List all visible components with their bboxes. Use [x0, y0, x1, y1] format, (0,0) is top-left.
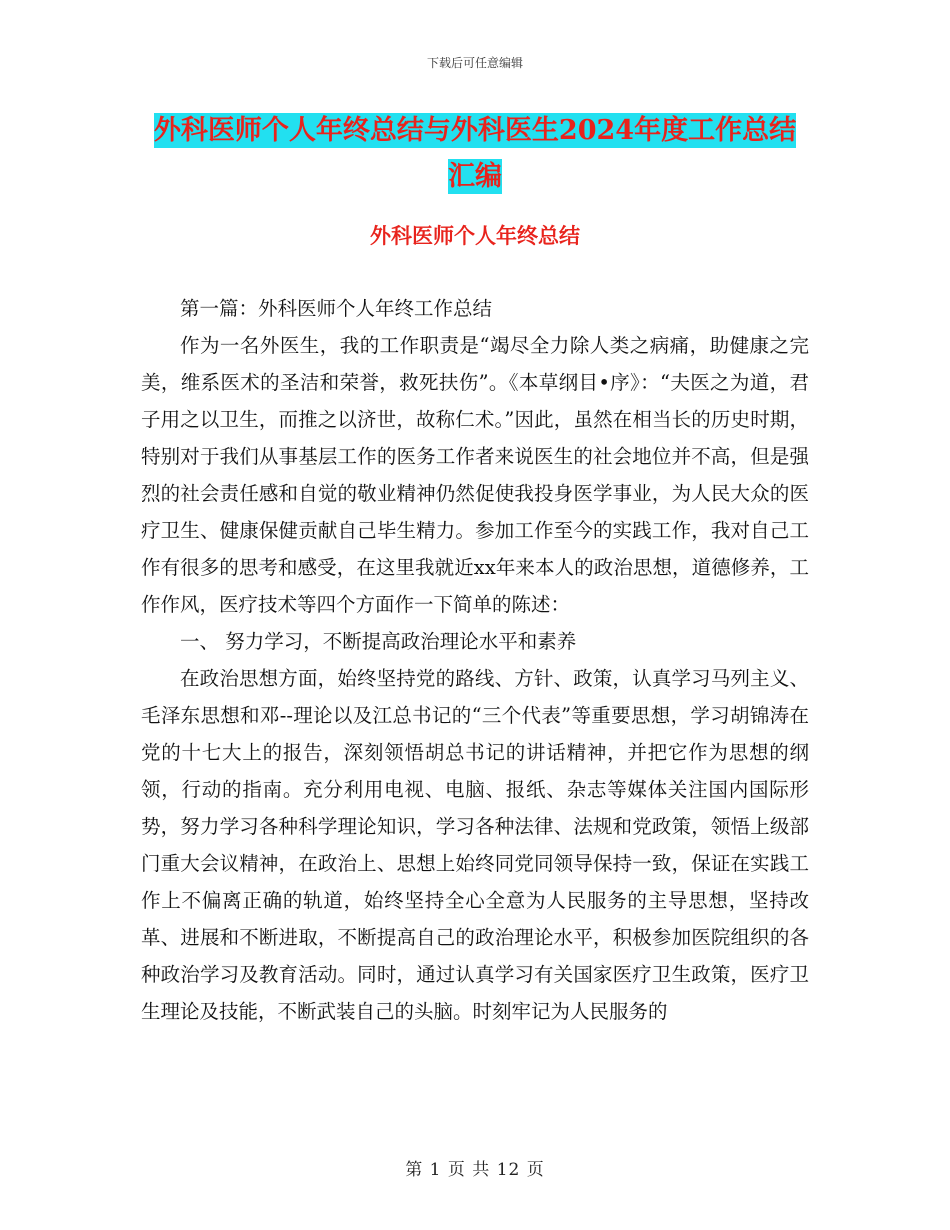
- chapter-heading: 第一篇：外科医师个人年终工作总结: [180, 297, 493, 320]
- document-title-line-2: 汇编: [448, 161, 502, 192]
- page-header: 下载后可任意编辑: [426, 56, 523, 70]
- document-title: [0, 108, 950, 200]
- page-footer: 第 1 页 共 12 页: [405, 1160, 545, 1180]
- document-body: [141, 290, 809, 1030]
- body-paragraph: 作为一名外医生，我的工作职责是“竭尽全力除人类之病痛，助健康之完美，维系医术的圣洁和荣誉，救死扶伤”。《本草纲目•序》：“夫医之为道，君子用之以卫生，而推之以济世，故称仁术。”因此，虽然在相当长的历史时期，特别对于我们从事基层工作的医务工作者来说医生的社会地位并不高，但是强烈的社会责任感和自觉的敬业精神仍然促使我投身医学事业，为人民大众的医疗卫生、健康保健贡献自己毕生精力。参加工作至今的实践工作，我对自己工作有很多的思考和感受，在这里我就近xx年来本人的政治思想，道德修养，工作作风，医疗技术等四个方面作一下简单的陈述：: [141, 334, 809, 616]
- section-title: 外科医师个人年终总结: [370, 223, 580, 248]
- body-paragraph: 在政治思想方面，始终坚持党的路线、方针、政策，认真学习马列主义、毛泽东思想和邓--理论以及江总书记的“三个代表”等重要思想，学习胡锦涛在党的十七大上的报告，深刻领悟胡总书记的讲话精神，并把它作为思想的纲领，行动的指南。充分利用电视、电脑、报纸、杂志等媒体关注国内国际形势，努力学习各种科学理论知识，学习各种法律、法规和党政策，领悟上级部门重大会议精神，在政治上、思想上始终同党同领导保持一致，保证在实践工作上不偏离正确的轨道，始终坚持全心全意为人民服务的主导思想，坚持改革、进展和不断进取，不断提高自己的政治理论水平，积极参加医院组织的各种政治学习及教育活动。同时，通过认真学习有关国家医疗卫生政策，医疗卫生理论及技能，不断武装自己的头脑。时刻牢记为人民服务的: [141, 667, 809, 1023]
- subsection-heading: 一、 努力学习，不断提高政治理论水平和素养: [180, 630, 577, 653]
- document-title-line-1: 外科医师个人年终总结与外科医生2024年度工作总结: [153, 115, 797, 146]
